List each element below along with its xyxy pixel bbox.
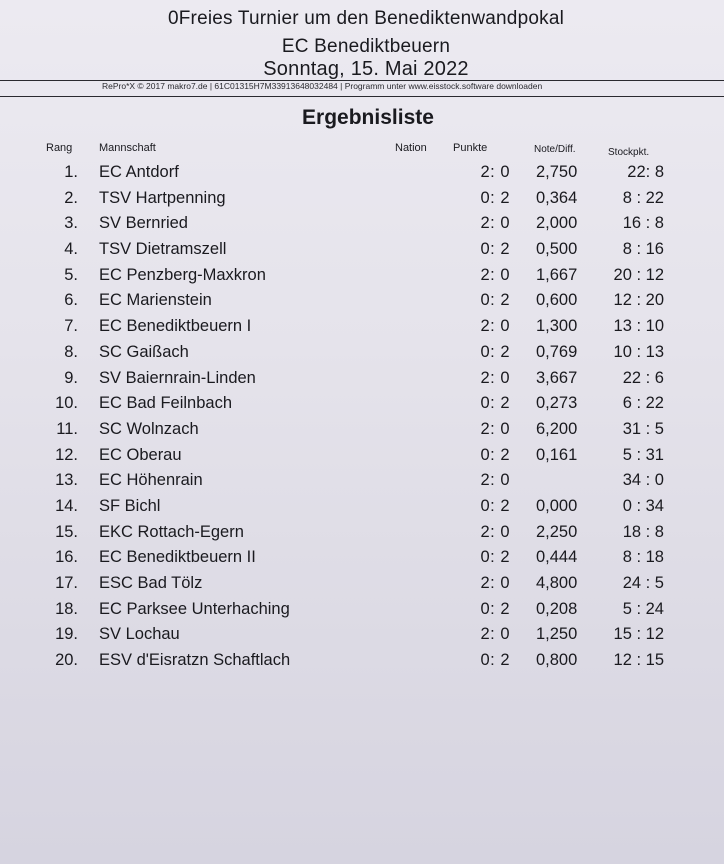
column-header-punkte: Punkte	[453, 142, 488, 154]
team-cell: TSV Hartpenning	[99, 188, 226, 207]
table-row	[0, 263, 724, 289]
table-row	[0, 494, 724, 520]
tournament-title: 0Freies Turnier um den Benediktenwandpokal	[167, 8, 565, 29]
note-cell: 0,444	[536, 548, 578, 567]
table-row	[0, 597, 724, 623]
points-cell: 2: 0	[480, 163, 510, 181]
table-row	[0, 211, 724, 237]
table-row	[0, 366, 724, 392]
points-cell: 0: 2	[480, 394, 510, 413]
points-cell: 2: 0	[480, 368, 510, 387]
team-cell: SC Wolnzach	[99, 419, 199, 438]
points-cell: 2: 0	[480, 214, 510, 233]
table-row	[0, 391, 724, 417]
software-meta-line: RePro*X © 2017 makro7.de | 61C01315H7M33913648032484 | Programm unter www.eisstock.software downloaden	[102, 81, 543, 91]
column-header-note: Note/Diff.	[534, 144, 576, 155]
team-cell: EC Marienstein	[99, 291, 212, 310]
stock-points-cell: 0 : 34	[622, 496, 664, 515]
rank-cell: 17.	[55, 574, 78, 592]
stock-points-cell: 13 : 10	[613, 317, 664, 336]
stock-points-cell: 12 : 15	[613, 651, 664, 670]
note-cell: 1,300	[536, 317, 578, 336]
header-rule-bottom	[0, 96, 724, 97]
table-row	[0, 340, 724, 366]
table-row	[0, 520, 724, 546]
stock-points-cell: 12 : 20	[613, 291, 664, 310]
rank-cell: 10.	[55, 394, 78, 413]
table-row	[0, 314, 724, 340]
table-row	[0, 443, 724, 469]
note-cell: 6,200	[536, 419, 578, 438]
team-cell: EKC Rottach-Egern	[99, 522, 244, 541]
stock-points-cell: 5 : 24	[622, 599, 664, 618]
team-cell: ESC Bad Tölz	[99, 574, 203, 592]
team-cell: ESV d'Eisratzn Schaftlach	[99, 651, 291, 670]
points-cell: 0: 2	[480, 445, 510, 464]
rank-cell: 8.	[64, 342, 78, 361]
points-cell: 0: 2	[480, 599, 510, 618]
stock-points-cell: 34 : 0	[622, 471, 664, 490]
note-cell: 0,208	[536, 599, 578, 618]
note-cell: 1,250	[536, 625, 578, 644]
stock-points-cell: 8 : 22	[622, 188, 664, 207]
table-row	[0, 160, 724, 186]
note-cell: 3,667	[536, 368, 578, 387]
note-cell: 0,800	[536, 651, 578, 670]
rank-cell: 19.	[55, 625, 78, 644]
points-cell: 0: 2	[480, 291, 510, 310]
table-row	[0, 288, 724, 314]
rank-cell: 9.	[64, 368, 78, 387]
points-cell: 0: 2	[480, 651, 510, 670]
points-cell: 2: 0	[480, 317, 510, 336]
rank-cell: 5.	[64, 265, 78, 284]
table-row	[0, 545, 724, 571]
points-cell: 2: 0	[480, 574, 510, 592]
note-cell: 2,250	[536, 522, 578, 541]
note-cell: 0,000	[536, 496, 578, 515]
stock-points-cell: 20 : 12	[613, 265, 664, 284]
results-table	[0, 160, 724, 674]
event-date: Sonntag, 15. Mai 2022	[263, 58, 469, 80]
rank-cell: 18.	[55, 599, 78, 618]
rank-cell: 3.	[64, 214, 78, 233]
stock-points-cell: 15 : 12	[613, 625, 664, 644]
points-cell: 2: 0	[480, 419, 510, 438]
note-cell: 2,750	[536, 163, 578, 181]
points-cell: 0: 2	[480, 548, 510, 567]
points-cell: 0: 2	[480, 188, 510, 207]
stock-points-cell: 8 : 16	[622, 240, 664, 259]
points-cell: 0: 2	[480, 496, 510, 515]
team-cell: EC Antdorf	[99, 163, 179, 181]
rank-cell: 12.	[55, 445, 78, 464]
stock-points-cell: 8 : 18	[622, 548, 664, 567]
rank-cell: 4.	[64, 240, 78, 259]
note-cell: 0,364	[536, 188, 578, 207]
rank-cell: 6.	[64, 291, 78, 310]
rank-cell: 11.	[56, 419, 78, 438]
points-cell: 2: 0	[480, 522, 510, 541]
stock-points-cell: 16 : 8	[622, 214, 664, 233]
team-cell: EC Penzberg-Maxkron	[99, 265, 266, 284]
rank-cell: 2.	[64, 188, 78, 207]
rank-cell: 1.	[64, 163, 78, 181]
team-cell: EC Parksee Unterhaching	[99, 599, 290, 618]
team-cell: SV Bernried	[99, 214, 188, 233]
note-cell: 1,667	[536, 265, 578, 284]
note-cell: 0,161	[536, 445, 578, 464]
team-cell: EC Benediktbeuern II	[99, 548, 256, 567]
points-cell: 0: 2	[480, 342, 510, 361]
column-header-nation: Nation	[395, 142, 427, 154]
team-cell: EC Oberau	[99, 445, 182, 464]
note-cell: 0,600	[536, 291, 578, 310]
stock-points-cell: 31 : 5	[622, 419, 664, 438]
team-cell: EC Bad Feilnbach	[99, 394, 232, 413]
rank-cell: 14.	[55, 496, 78, 515]
rank-cell: 20.	[55, 651, 78, 670]
points-cell: 2: 0	[480, 625, 510, 644]
stock-points-cell: 6 : 22	[622, 394, 664, 413]
note-cell: 0,769	[536, 342, 578, 361]
team-cell: TSV Dietramszell	[99, 240, 227, 259]
stock-points-cell: 18 : 8	[622, 522, 664, 541]
note-cell: 2,000	[536, 214, 578, 233]
list-title: Ergebnisliste	[302, 106, 434, 129]
stock-points-cell: 5 : 31	[622, 445, 664, 464]
points-cell: 2: 0	[480, 471, 510, 490]
team-cell: SC Gaißach	[99, 342, 189, 361]
column-header-mannschaft: Mannschaft	[99, 142, 156, 154]
organizer-title: EC Benediktbeuern	[281, 36, 451, 57]
stock-points-cell: 22 : 6	[622, 368, 664, 387]
points-cell: 2: 0	[480, 265, 510, 284]
rank-cell: 16.	[55, 548, 78, 567]
table-row	[0, 468, 724, 494]
note-cell: 0,273	[536, 394, 578, 413]
stock-points-cell: 24 : 5	[622, 574, 664, 592]
stock-points-cell: 10 : 13	[613, 342, 664, 361]
table-row	[0, 571, 724, 597]
points-cell: 0: 2	[480, 240, 510, 259]
table-row	[0, 237, 724, 263]
team-cell: SV Baiernrain-Linden	[99, 368, 256, 387]
team-cell: EC Höhenrain	[99, 471, 203, 490]
table-row	[0, 186, 724, 212]
team-cell: SV Lochau	[99, 625, 180, 644]
table-row	[0, 417, 724, 443]
table-row	[0, 648, 724, 674]
note-cell: 0,500	[536, 240, 578, 259]
team-cell: SF Bichl	[99, 496, 161, 515]
stock-points-cell: 22: 8	[627, 163, 664, 181]
table-row	[0, 622, 724, 648]
column-header-stockpunkte: Stockpkt.	[608, 147, 650, 158]
rank-cell: 7.	[64, 317, 78, 336]
note-cell: 4,800	[536, 574, 578, 592]
rank-cell: 13.	[55, 471, 78, 490]
rank-cell: 15.	[55, 522, 78, 541]
team-cell: EC Benediktbeuern I	[99, 317, 252, 336]
column-header-rang: Rang	[46, 142, 73, 154]
